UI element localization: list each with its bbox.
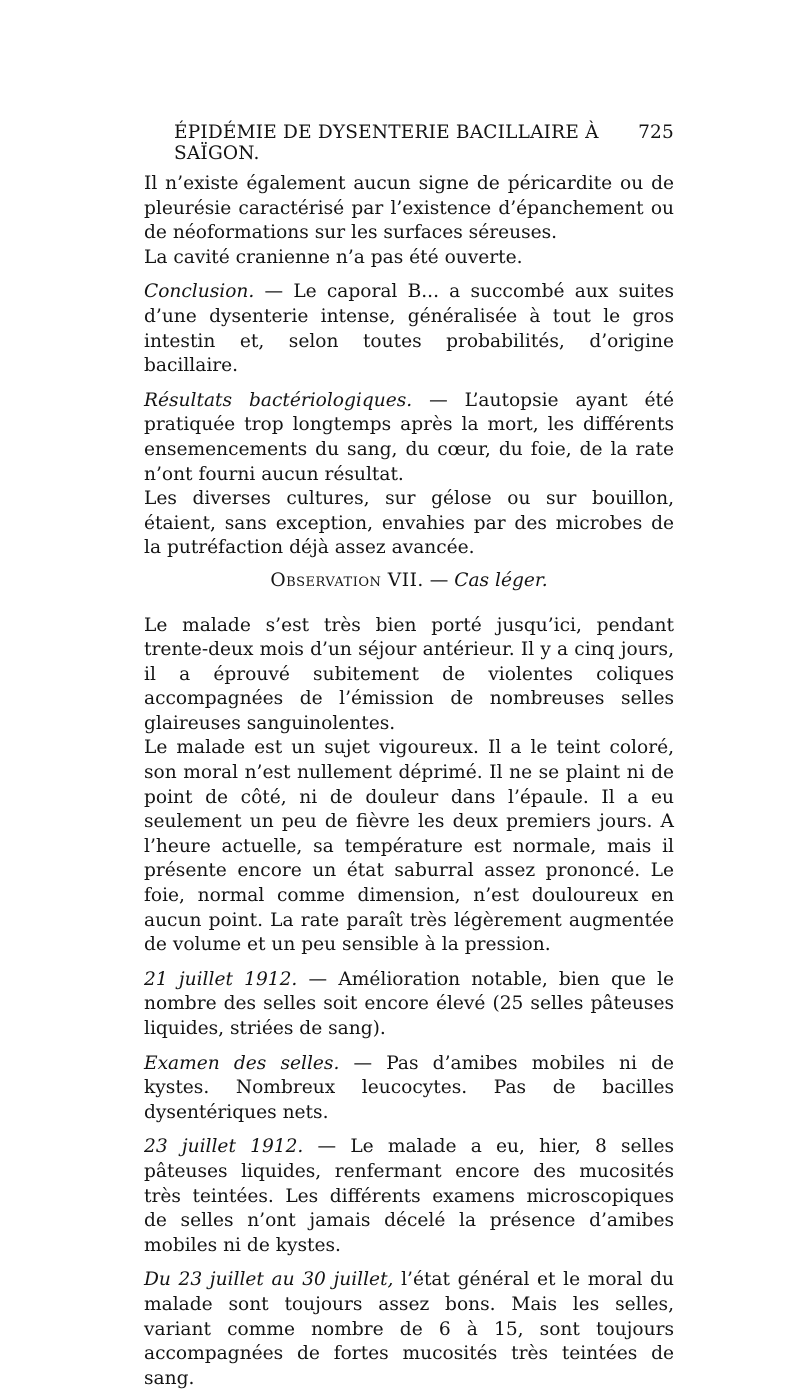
paragraph [144,1135,674,1258]
paragraph-text: l’état général et le moral du malade sont toujours assez bons. Mais les selles, variant comme nombre de 6 à 15, sont toujours accompagnées de fortes mucosités très teintées de sang. [144,1269,674,1389]
paragraph [144,614,674,737]
running-title: ÉPIDÉMIE DE DYSENTERIE BACILLAIRE À SAÏGON. [174,122,599,164]
paragraph [144,487,674,561]
running-header [144,122,674,164]
body-text [144,172,674,1391]
paragraph-lead: Résultats bactériologiques. [144,389,413,411]
paragraph-text: — L’autopsie ayant été pratiquée trop longtemps après la mort, les différents ensemencements du sang, du cœur, du foie, de la rate n’ont fourni aucun résultat. [144,389,674,485]
paragraph-text: — Le malade a eu, hier, 8 selles pâteuses liquides, renfermant encore des mucosités très teintées. Les différents examens microscopiques de selles n’ont jamais décelé la présence d’amibes mobiles ni de kystes. [144,1136,674,1256]
paragraph-text: — Pas d’amibes mobiles ni de kystes. Nombreux leucocytes. Pas de bacilles dysentériques nets. [144,1052,675,1123]
paragraph [144,280,674,378]
heading-dash: — [423,569,455,591]
paragraph-text: — Le caporal B... a succombé aux suites d’une dysenterie intense, généralisée à tout le gros intestin et, selon toutes probabilités, d’origine bacillaire. [144,281,674,377]
paragraph [144,1052,674,1126]
paragraph-lead: Conclusion. [144,281,255,303]
paragraph [144,1268,674,1391]
heading-label: Observation VII. [270,569,424,591]
paragraph-text: La cavité cranienne n’a pas été ouverte. [144,246,523,268]
paragraph-text: Le malade est un sujet vigoureux. Il a le teint coloré, son moral n’est nullement déprimé. Il ne se plaint ni de point de côté, ni de douleur dans l’épaule. Il a eu seulement un peu de fièvre les deux premiers jours. A l’heure actuelle, sa température est normale, mais il présente encore un état saburral assez prononcé. Le foie, normal comme dimension, n’est douloureux en aucun point. La rate paraît très légèrement augmentée de volume et un peu sensible à la pression. [144,737,674,956]
paragraph-text: — Amélioration notable, bien que le nombre des selles soit encore élevé (25 selles pâteuses liquides, striées de sang). [144,968,674,1039]
paragraph-lead: Du 23 juillet au 30 juillet, [144,1269,394,1291]
paragraph [144,172,674,246]
paragraph [144,968,674,1042]
heading-case: Cas léger. [454,569,548,591]
paragraph [144,246,674,271]
page-number: 725 [638,122,674,143]
paragraph-text: Les diverses cultures, sur gélose ou sur bouillon, étaient, sans exception, envahies par des microbes de la putréfaction déjà assez avancée. [144,488,674,559]
paragraph-text: Le malade s’est très bien porté jusqu’ici, pendant trente-deux mois d’un séjour antérieur. Il y a cinq jours, il a éprouvé subitement de violentes coliques accompagnées de l’émission de nombreuses selles glaireuses sanguinolentes. [144,614,674,734]
paragraph [144,389,674,487]
paragraph-lead: 21 juillet 1912. [144,968,298,990]
paragraph [144,736,674,957]
paragraph-lead: 23 juillet 1912. [144,1136,304,1158]
paragraph-lead: Examen des selles. [144,1052,340,1074]
paragraph-text: Il n’existe également aucun signe de péricardite ou de pleurésie caractérisé par l’existence d’épanchement ou de néoformations sur les surfaces séreuses. [144,173,674,244]
observation-heading [144,569,674,594]
